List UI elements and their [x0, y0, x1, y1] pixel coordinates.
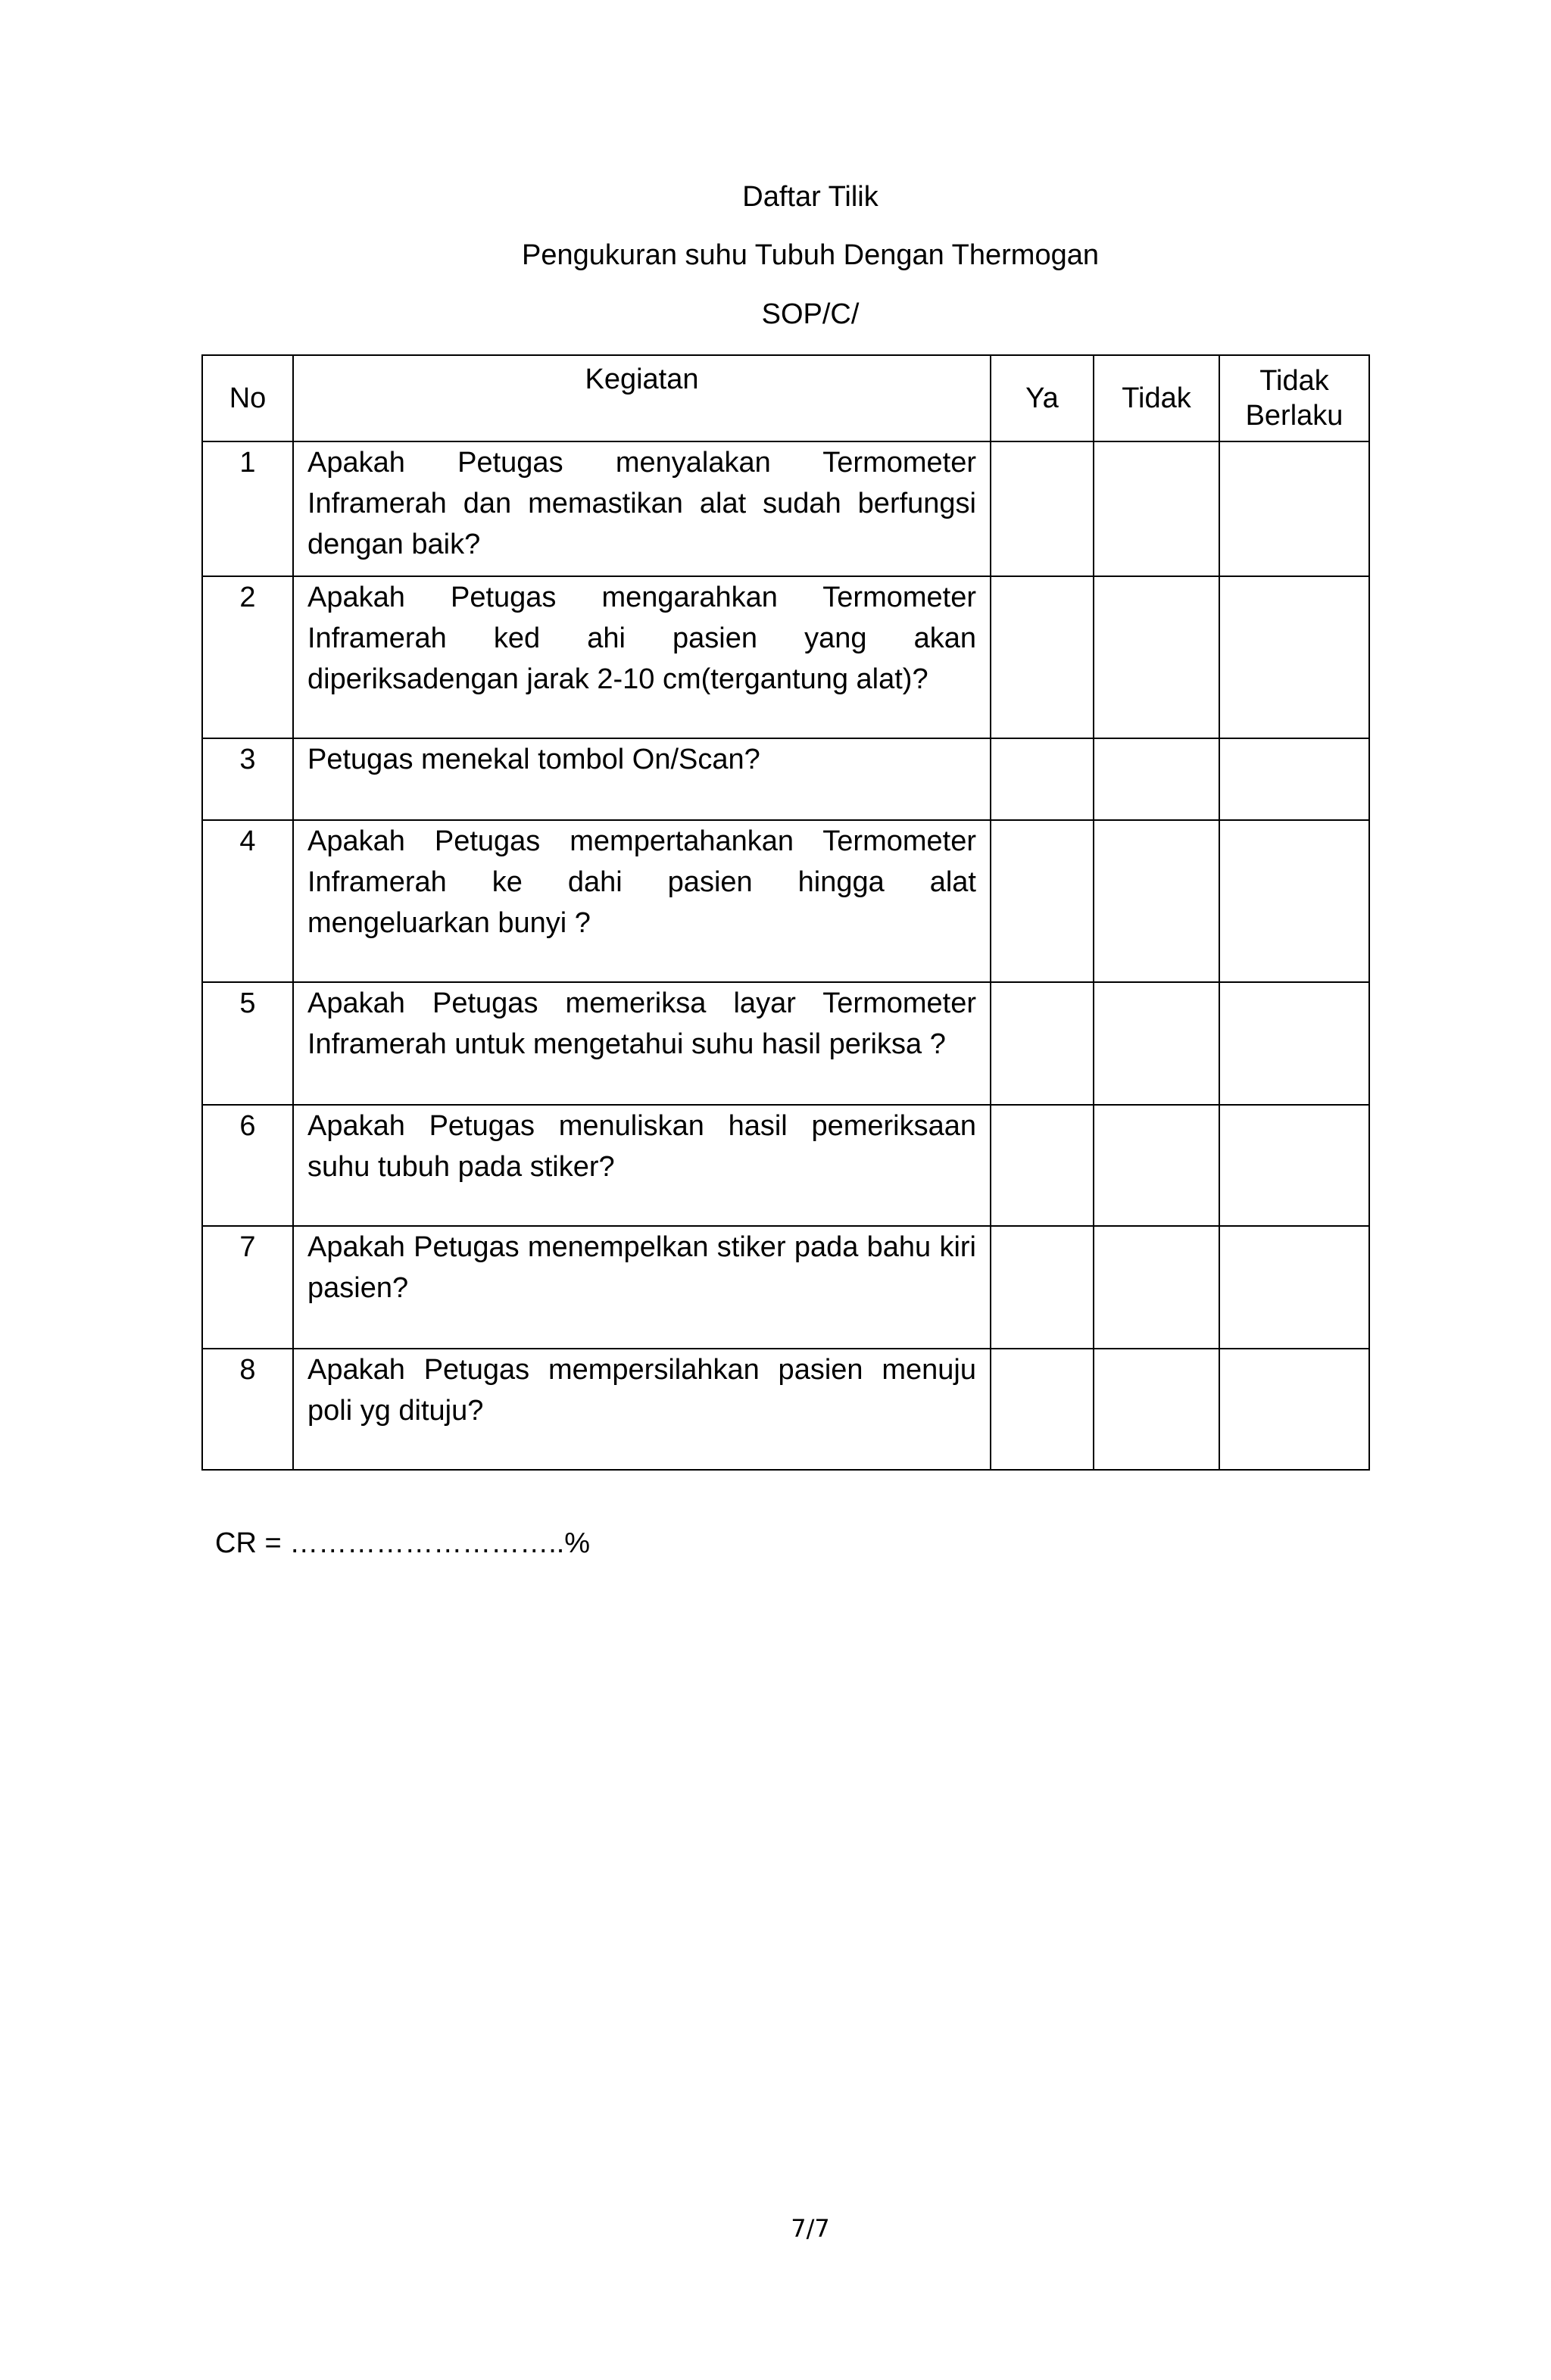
row-number: 5: [202, 982, 293, 1105]
ya-cell[interactable]: [991, 1105, 1094, 1226]
ya-cell[interactable]: [991, 1349, 1094, 1470]
ya-cell[interactable]: [991, 982, 1094, 1105]
row-number: 3: [202, 738, 293, 820]
ya-cell[interactable]: [991, 441, 1094, 576]
column-header-kegiatan: Kegiatan: [293, 355, 991, 441]
activity-cell: Apakah Petugas menyalakan Termometer Inframerah dan memastikan alat sudah berfungsi dengan baik?: [293, 441, 991, 576]
tidak-cell[interactable]: [1094, 1105, 1219, 1226]
table-row: [202, 1349, 1369, 1470]
table-row: [202, 738, 1369, 820]
table-row: [202, 982, 1369, 1105]
activity-cell: Apakah Petugas menuliskan hasil pemeriksaan suhu tubuh pada stiker?: [293, 1105, 991, 1226]
tidak-berlaku-cell[interactable]: [1219, 576, 1369, 738]
tidak-cell[interactable]: [1094, 1226, 1219, 1349]
table-header-row: [202, 355, 1369, 441]
row-number: 7: [202, 1226, 293, 1349]
document-title: Daftar Tilik: [742, 181, 878, 213]
table-row: [202, 441, 1369, 576]
activity-cell: Apakah Petugas mempersilahkan pasien menuju poli yg dituju?: [293, 1349, 991, 1470]
column-header-ya: Ya: [991, 355, 1094, 441]
ya-cell[interactable]: [991, 738, 1094, 820]
column-header-tidak-berlaku: Tidak Berlaku: [1219, 355, 1369, 441]
tidak-berlaku-cell[interactable]: [1219, 738, 1369, 820]
row-number: 6: [202, 1105, 293, 1226]
column-header-tidak: Tidak: [1094, 355, 1219, 441]
ya-cell[interactable]: [991, 820, 1094, 982]
tidak-berlaku-cell[interactable]: [1219, 1105, 1369, 1226]
row-number: 8: [202, 1349, 293, 1470]
table-row: [202, 576, 1369, 738]
tidak-berlaku-cell[interactable]: [1219, 1349, 1369, 1470]
activity-cell: Petugas menekal tombol On/Scan?: [293, 738, 991, 820]
tidak-cell[interactable]: [1094, 576, 1219, 738]
row-number: 2: [202, 576, 293, 738]
ya-cell[interactable]: [991, 576, 1094, 738]
tidak-cell[interactable]: [1094, 738, 1219, 820]
tidak-cell[interactable]: [1094, 982, 1219, 1105]
tidak-cell[interactable]: [1094, 441, 1219, 576]
tidak-berlaku-cell[interactable]: [1219, 982, 1369, 1105]
table-row: [202, 1226, 1369, 1349]
document-subtitle: Pengukuran suhu Tubuh Dengan Thermogan: [522, 239, 1099, 271]
tidak-berlaku-cell[interactable]: [1219, 820, 1369, 982]
tidak-cell[interactable]: [1094, 1349, 1219, 1470]
tidak-cell[interactable]: [1094, 820, 1219, 982]
row-number: 1: [202, 441, 293, 576]
activity-cell: Apakah Petugas mengarahkan Termometer Inframerah ked ahi pasien yang akan diperiksadengan jarak 2-10 cm(tergantung alat)?: [293, 576, 991, 738]
column-header-no: No: [202, 355, 293, 441]
activity-cell: Apakah Petugas memeriksa layar Termometer Inframerah untuk mengetahui suhu hasil periksa ?: [293, 982, 991, 1105]
table-row: [202, 820, 1369, 982]
tidak-berlaku-cell[interactable]: [1219, 1226, 1369, 1349]
checklist-table: [201, 354, 1370, 1471]
table-row: [202, 1105, 1369, 1226]
row-number: 4: [202, 820, 293, 982]
compliance-rate-line: CR = ………………………..%: [215, 1527, 591, 1559]
sop-code: SOP/C/: [761, 298, 860, 330]
tidak-berlaku-cell[interactable]: [1219, 441, 1369, 576]
activity-cell: Apakah Petugas mempertahankan Termometer Inframerah ke dahi pasien hingga alat mengeluarkan bunyi ?: [293, 820, 991, 982]
page-number: 7/7: [791, 2214, 830, 2243]
ya-cell[interactable]: [991, 1226, 1094, 1349]
activity-cell: Apakah Petugas menempelkan stiker pada bahu kiri pasien?: [293, 1226, 991, 1349]
